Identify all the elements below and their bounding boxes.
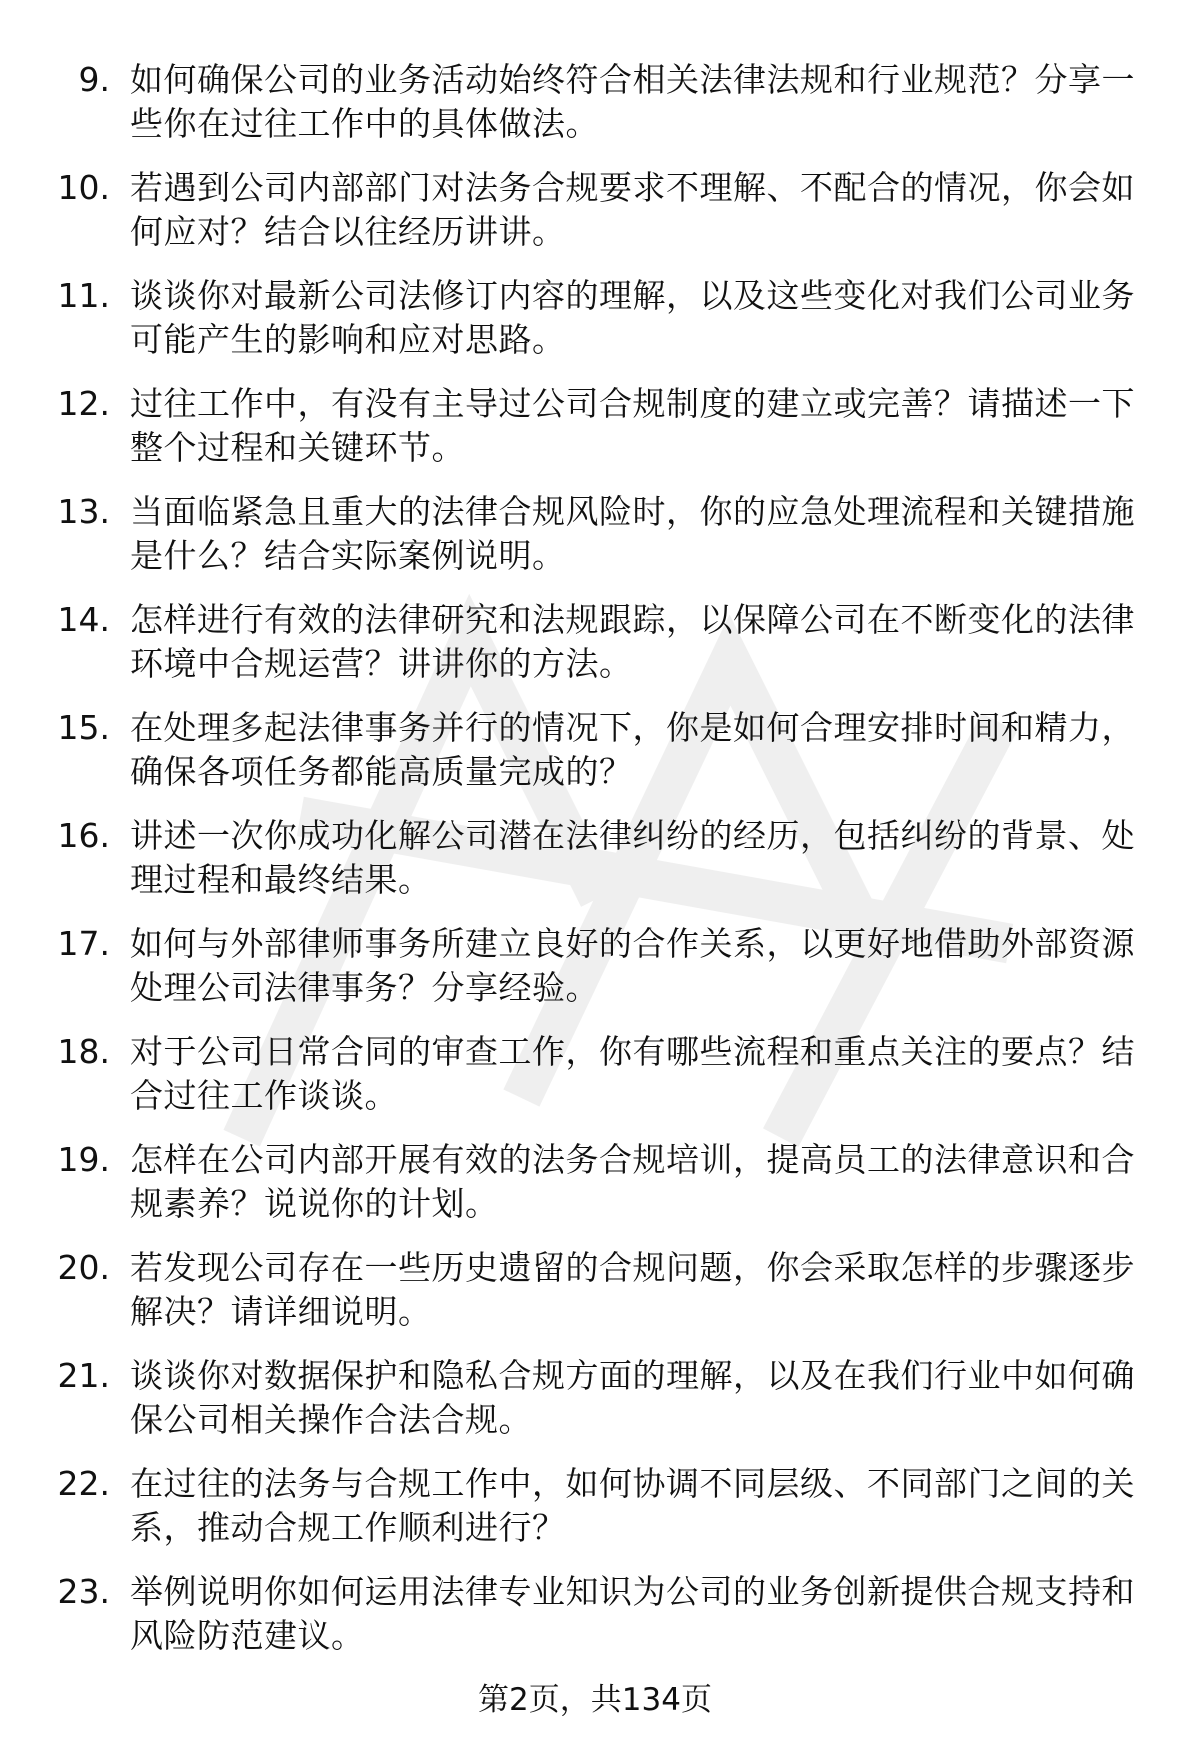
- question-number: 22.: [57, 1464, 110, 1503]
- question-number: 20.: [57, 1248, 110, 1287]
- question-number: 15.: [57, 708, 110, 747]
- question-number: 11.: [57, 276, 110, 315]
- question-item: [0, 1462, 1190, 1570]
- question-number: 17.: [57, 924, 110, 963]
- question-text: 如何确保公司的业务活动始终符合相关法律法规和行业规范？分享一些你在过往工作中的具体做法。: [130, 60, 1135, 143]
- question-item: [0, 58, 1190, 166]
- question-item: [0, 1354, 1190, 1462]
- question-text: 若遇到公司内部部门对法务合规要求不理解、不配合的情况，你会如何应对？结合以往经历讲讲。: [130, 168, 1135, 251]
- question-text: 怎样进行有效的法律研究和法规跟踪，以保障公司在不断变化的法律环境中合规运营？讲讲你的方法。: [130, 600, 1135, 683]
- question-number: 9.: [78, 60, 110, 99]
- question-item: [0, 1246, 1190, 1354]
- question-text: 怎样在公司内部开展有效的法务合规培训，提高员工的法律意识和合规素养？说说你的计划。: [130, 1140, 1135, 1223]
- question-item: [0, 490, 1190, 598]
- question-list: [0, 58, 1190, 1678]
- question-text: 举例说明你如何运用法律专业知识为公司的业务创新提供合规支持和风险防范建议。: [130, 1572, 1135, 1655]
- question-item: [0, 1030, 1190, 1138]
- page-number-footer: 第2页，共134页: [478, 1682, 712, 1718]
- question-item: [0, 814, 1190, 922]
- question-number: 18.: [57, 1032, 110, 1071]
- question-number: 16.: [57, 816, 110, 855]
- question-item: [0, 598, 1190, 706]
- question-text: 对于公司日常合同的审查工作，你有哪些流程和重点关注的要点？结合过往工作谈谈。: [130, 1032, 1135, 1115]
- question-number: 14.: [57, 600, 110, 639]
- question-item: [0, 274, 1190, 382]
- question-text: 若发现公司存在一些历史遗留的合规问题，你会采取怎样的步骤逐步解决？请详细说明。: [130, 1248, 1135, 1331]
- question-text: 讲述一次你成功化解公司潜在法律纠纷的经历，包括纠纷的背景、处理过程和最终结果。: [130, 816, 1135, 899]
- question-item: [0, 1570, 1190, 1678]
- question-number: 21.: [57, 1356, 110, 1395]
- question-item: [0, 922, 1190, 1030]
- question-item: [0, 382, 1190, 490]
- question-item: [0, 1138, 1190, 1246]
- question-text: 在过往的法务与合规工作中，如何协调不同层级、不同部门之间的关系，推动合规工作顺利进行？: [130, 1464, 1135, 1547]
- question-text: 当面临紧急且重大的法律合规风险时，你的应急处理流程和关键措施是什么？结合实际案例说明。: [130, 492, 1135, 575]
- question-item: [0, 706, 1190, 814]
- question-text: 谈谈你对最新公司法修订内容的理解，以及这些变化对我们公司业务可能产生的影响和应对思路。: [130, 276, 1135, 359]
- question-number: 19.: [57, 1140, 110, 1179]
- question-text: 在处理多起法律事务并行的情况下，你是如何合理安排时间和精力，确保各项任务都能高质量完成的？: [130, 708, 1135, 791]
- question-text: 谈谈你对数据保护和隐私合规方面的理解，以及在我们行业中如何确保公司相关操作合法合规。: [130, 1356, 1135, 1439]
- question-number: 13.: [57, 492, 110, 531]
- question-number: 12.: [57, 384, 110, 423]
- question-item: [0, 166, 1190, 274]
- question-text: 过往工作中，有没有主导过公司合规制度的建立或完善？请描述一下整个过程和关键环节。: [130, 384, 1135, 467]
- question-text: 如何与外部律师事务所建立良好的合作关系，以更好地借助外部资源处理公司法律事务？分享经验。: [130, 924, 1135, 1007]
- question-number: 23.: [57, 1572, 110, 1611]
- question-number: 10.: [57, 168, 110, 207]
